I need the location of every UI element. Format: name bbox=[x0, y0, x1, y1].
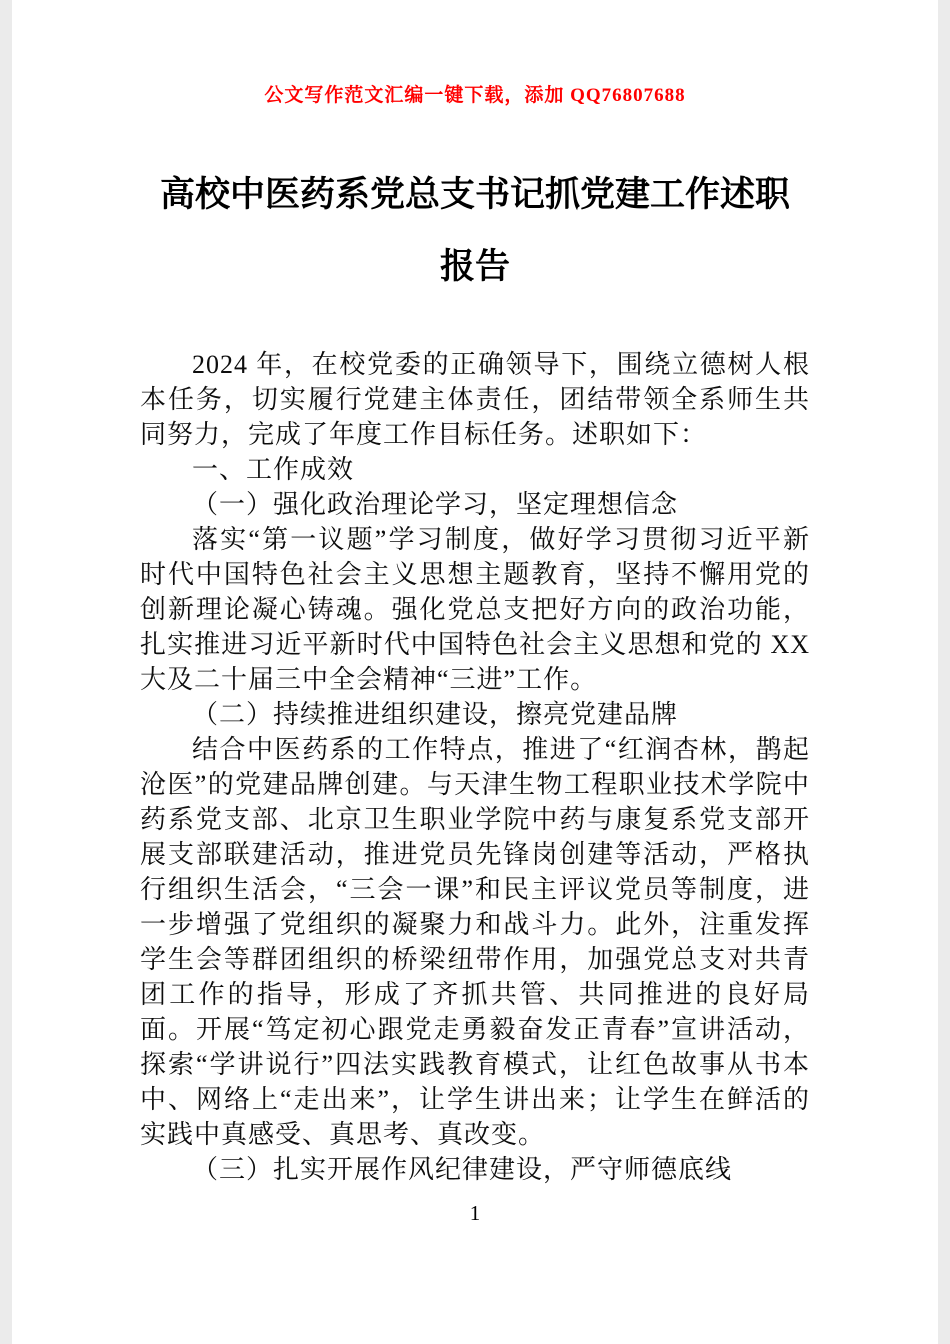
page-number: 1 bbox=[469, 1201, 481, 1225]
paragraph-subsection-1-content: 落实“第一议题”学习制度，做好学习贯彻习近平新时代中国特色社会主义思想主题教育，坚持不懈用党的创新理论凝心铸魂。强化党总支把好方向的政治功能，扎实推进习近平新时代中国特色社会主义思想和党的 XX 大及二十届三中全会精神“三进”工作。 bbox=[140, 525, 810, 694]
document-page bbox=[12, 0, 938, 1344]
paragraph-intro: 2024 年，在校党委的正确领导下，围绕立德树人根本任务，切实履行党建主体责任，团结带领全系师生共同努力，完成了年度工作目标任务。述职如下： bbox=[140, 350, 810, 449]
document-title-line-2: 报告 bbox=[439, 247, 510, 286]
document-body bbox=[140, 347, 810, 1187]
document-title-line-1: 高校中医药系党总支书记抓党建工作述职 bbox=[159, 175, 790, 214]
document-title bbox=[140, 159, 810, 303]
promo-header-text: 公文写作范文汇编一键下载，添加 QQ76807688 bbox=[264, 85, 686, 106]
heading-section-1: 一、工作成效 bbox=[192, 455, 355, 484]
heading-subsection-3: （三）扎实开展作风纪律建设，严守师德底线 bbox=[192, 1155, 733, 1184]
paragraph-subsection-2-content: 结合中医药系的工作特点，推进了“红润杏林，鹊起沧医”的党建品牌创建。与天津生物工程职业技术学院中药系党支部、北京卫生职业学院中药与康复系党支部开展支部联建活动，推进党员先锋岗创建等活动，严格执行组织生活会，“三会一课”和民主评议党员等制度，进一步增强了党组织的凝聚力和战斗力。此外，注重发挥学生会等群团组织的桥梁纽带作用，加强党总支对共青团工作的指导，形成了齐抓共管、共同推进的良好局面。开展“笃定初心跟党走勇毅奋发正青春”宣讲活动，探索“学讲说行”四法实践教育模式，让红色故事从书本中、网络上“走出来”，让学生讲出来；让学生在鲜活的实践中真感受、真思考、真改变。 bbox=[140, 735, 810, 1149]
heading-subsection-1: （一）强化政治理论学习，坚定理想信念 bbox=[192, 490, 679, 519]
heading-subsection-2: （二）持续推进组织建设，擦亮党建品牌 bbox=[192, 700, 679, 729]
